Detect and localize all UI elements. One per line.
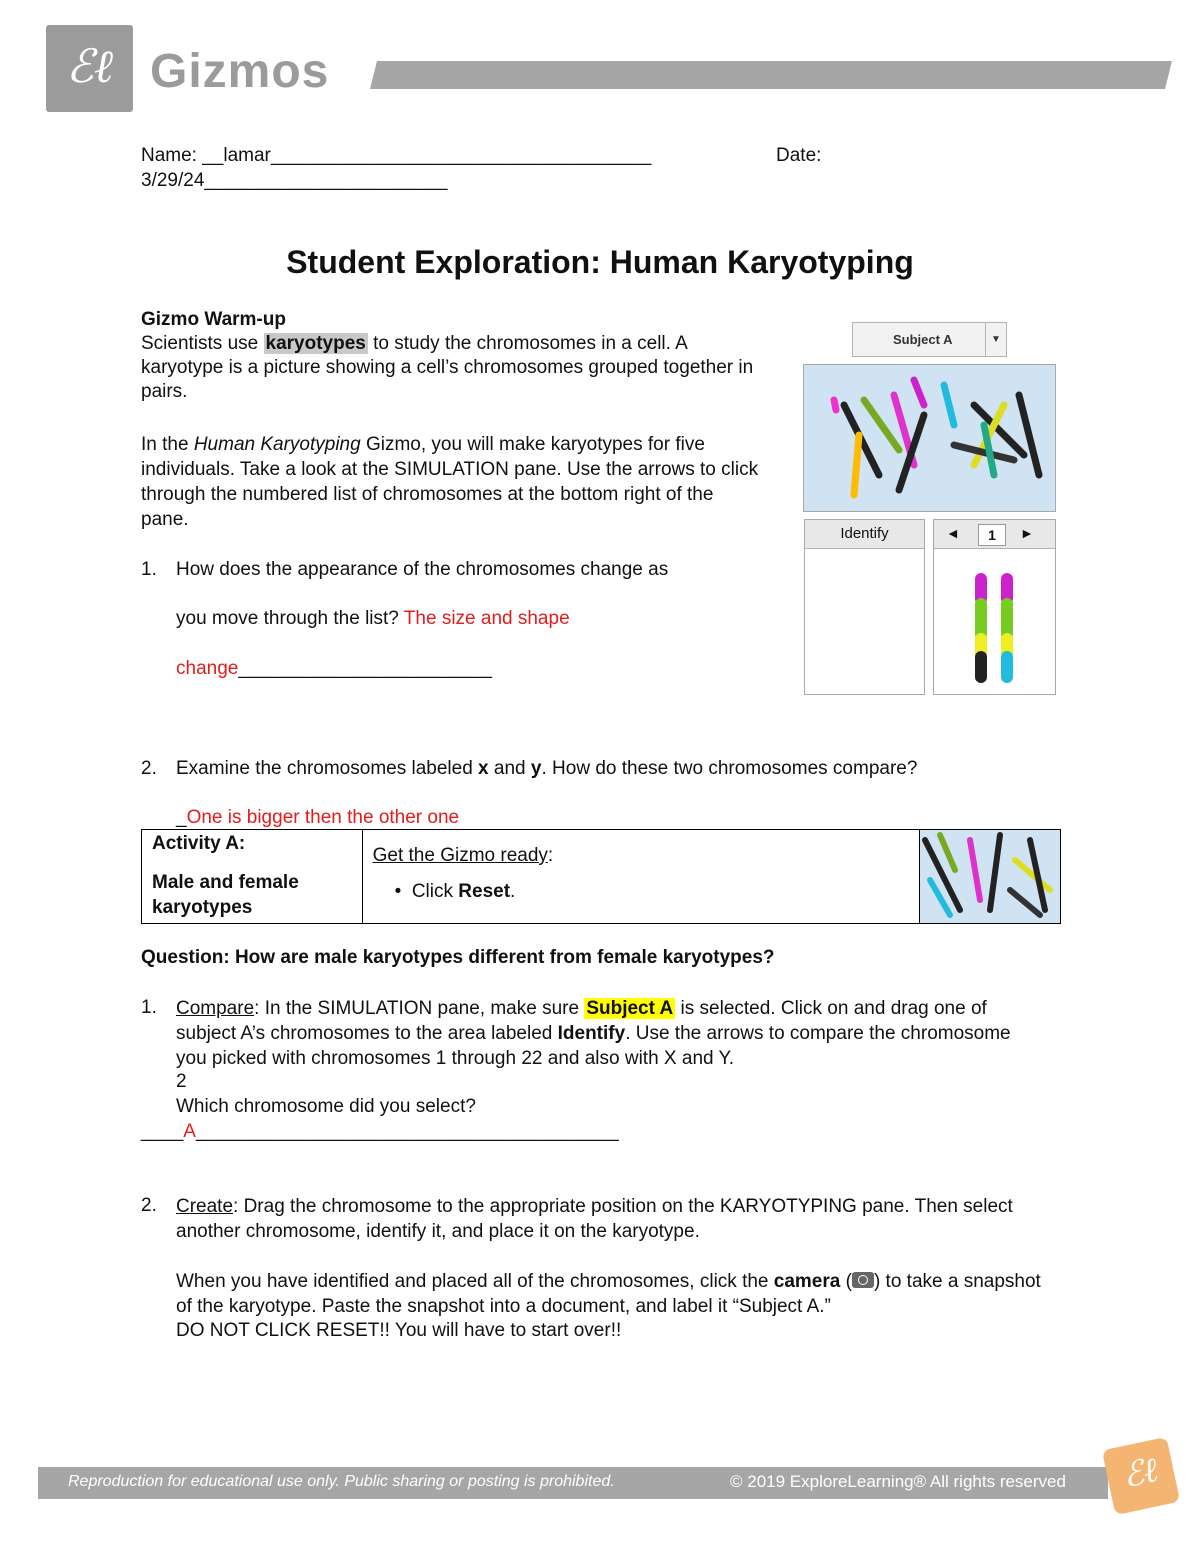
p1-text-b: to study the chromosomes in a cell. A karyotype is a picture showing a cell’s chromosomes grouped together in pairs.: [141, 333, 754, 402]
activity-title: Male and female karyotypes: [152, 872, 299, 918]
get-ready-line: [373, 844, 909, 868]
camera-icon[interactable]: [852, 1272, 874, 1288]
step1-text-a: : In the SIMULATION pane, make sure: [254, 998, 585, 1019]
brand-title: Gizmos: [150, 45, 330, 98]
activity-label-cell: [142, 830, 363, 924]
q1-answer-2: change: [176, 658, 239, 679]
q1-answer-line-2[interactable]: [176, 657, 492, 681]
create-label: Create: [176, 1196, 234, 1217]
chromosome-counter[interactable]: 1: [978, 524, 1006, 546]
identify-label: Identify: [805, 520, 924, 549]
activity-image-cell: [919, 830, 1060, 924]
q2-answer-line[interactable]: [176, 806, 459, 830]
chromosome-spread-image: [804, 365, 1055, 511]
warmup-paragraph-1: [141, 332, 766, 404]
q1-text: How does the appearance of the chromosomes change as: [176, 559, 669, 580]
reset-warning: DO NOT CLICK RESET!! You will have to start over!!: [176, 1320, 622, 1341]
q2-prefix: _: [176, 807, 187, 828]
p1-text-a: Scientists use: [141, 333, 264, 354]
chromosome-spread-view[interactable]: [803, 364, 1056, 512]
q1-blank: ________________________: [238, 658, 492, 679]
gizmo-name: Human Karyotyping: [193, 434, 361, 455]
header-decoration-bar: [370, 61, 1172, 89]
q1-text-2: [176, 607, 570, 631]
next-arrow-button[interactable]: ►: [1020, 525, 1034, 541]
page-title: Student Exploration: Human Karyotyping: [286, 244, 914, 280]
q2-text-and: and: [488, 758, 531, 779]
step1-answer-line[interactable]: [141, 1120, 619, 1144]
subject-select-value: Subject A: [893, 332, 953, 347]
activity-chromosome-image: [920, 830, 1060, 918]
get-ready-label: Get the Gizmo ready: [372, 845, 548, 866]
footer-disclaimer: Reproduction for educational use only. Public sharing or posting is prohibited.: [68, 1473, 615, 1490]
q2-number: 2.: [141, 758, 157, 779]
footer-copyright: © 2019 ExploreLearning® All rights reserved: [730, 1472, 1066, 1491]
step2-p2-b: (: [840, 1271, 852, 1292]
step2-number: 2.: [141, 1195, 157, 1216]
q1-answer[interactable]: The size and shape: [403, 608, 570, 629]
step1-question: Which chromosome did you select?: [176, 1096, 476, 1117]
warmup-paragraph-2: [141, 432, 766, 532]
reset-bullet: • Click Reset.: [394, 881, 516, 902]
subject-select[interactable]: [852, 322, 1007, 357]
p2-text-a: In the: [141, 434, 194, 455]
guiding-question: Question: How are male karyotypes different from female karyotypes?: [141, 947, 775, 968]
step1-text: [176, 996, 1046, 1071]
step2-p2-a: When you have identified and placed all of the chromosomes, click the: [176, 1271, 774, 1292]
camera-term: camera: [773, 1271, 841, 1292]
activity-instructions-cell: [362, 830, 919, 924]
footer-logo-glyph: ℰℓ: [1119, 1449, 1162, 1497]
warmup-heading: Gizmo Warm-up: [141, 309, 286, 330]
bullet-text: Click: [411, 881, 459, 902]
step1-text-b: is selected. Click on and drag one of subject A’s chromosomes to the area labeled: [176, 998, 987, 1044]
blank-post: ________________________________________: [195, 1121, 619, 1142]
karyotypes-term: karyotypes: [265, 333, 366, 354]
name-line[interactable]: Name: __lamar____________________________________: [141, 145, 652, 166]
activity-label: Activity A:: [152, 833, 246, 854]
activity-table: [141, 829, 1061, 924]
identify-area[interactable]: [804, 519, 925, 695]
q2-text-b: . How do these two chromosomes compare?: [541, 758, 918, 779]
q1-text-2-span: you move through the list?: [176, 608, 399, 629]
chevron-down-icon[interactable]: ▼: [985, 323, 1006, 356]
get-ready-colon: :: [547, 845, 554, 866]
subject-a-term: Subject A: [586, 998, 674, 1019]
chromosome-1-image: [934, 549, 1055, 689]
step2-paragraph-2: [176, 1269, 1061, 1319]
step1-number: 1.: [141, 997, 157, 1018]
step2-text: [176, 1194, 1046, 1244]
step1-extra: 2: [176, 1071, 187, 1092]
date-label: Date:: [776, 145, 822, 166]
p2-text-b: Gizmo, you will make karyotypes for five individuals. Take a look at the SIMULATION pane. Use the arrows to click through the numbered list of chromosomes at the bottom right of the pane.: [141, 434, 759, 530]
chromosome-nav: [934, 520, 1055, 549]
q2-text: [176, 757, 917, 781]
explorelearning-logo: [46, 25, 133, 112]
logo-glyph: ℰℓ: [65, 39, 113, 93]
chromosome-browser: [933, 519, 1056, 695]
step2-p2-c: ) to take a snapshot of the karyotype. Paste the snapshot into a document, and label it “Subject A.”: [176, 1271, 1041, 1317]
footer-logo: [1102, 1437, 1180, 1515]
identify-term: Identify: [557, 1023, 626, 1044]
q2-answer: One is bigger then the other one: [186, 807, 460, 828]
date-line[interactable]: 3/29/24_______________________: [141, 170, 448, 191]
step1-text-c: . Use the arrows to compare the chromosome you picked with chromosomes 1 through 22 and also with X and Y.: [176, 1023, 1011, 1069]
step2-text-a: : Drag the chromosome to the appropriate position on the KARYOTYPING pane. Then select another chromosome, identify it, and place it on the karyotype.: [176, 1196, 1013, 1242]
q2-text-a: Examine the chromosomes labeled: [176, 758, 479, 779]
q2-x-label: x: [478, 758, 489, 779]
blank-pre: ____: [141, 1121, 184, 1142]
compare-label: Compare: [176, 998, 255, 1019]
prev-arrow-button[interactable]: ◄: [946, 525, 960, 541]
bullet-period: .: [510, 881, 516, 902]
reset-term: Reset: [458, 881, 511, 902]
q1-number: 1.: [141, 559, 157, 580]
q2-y-label: y: [530, 758, 542, 779]
step1-answer: A: [183, 1121, 196, 1142]
